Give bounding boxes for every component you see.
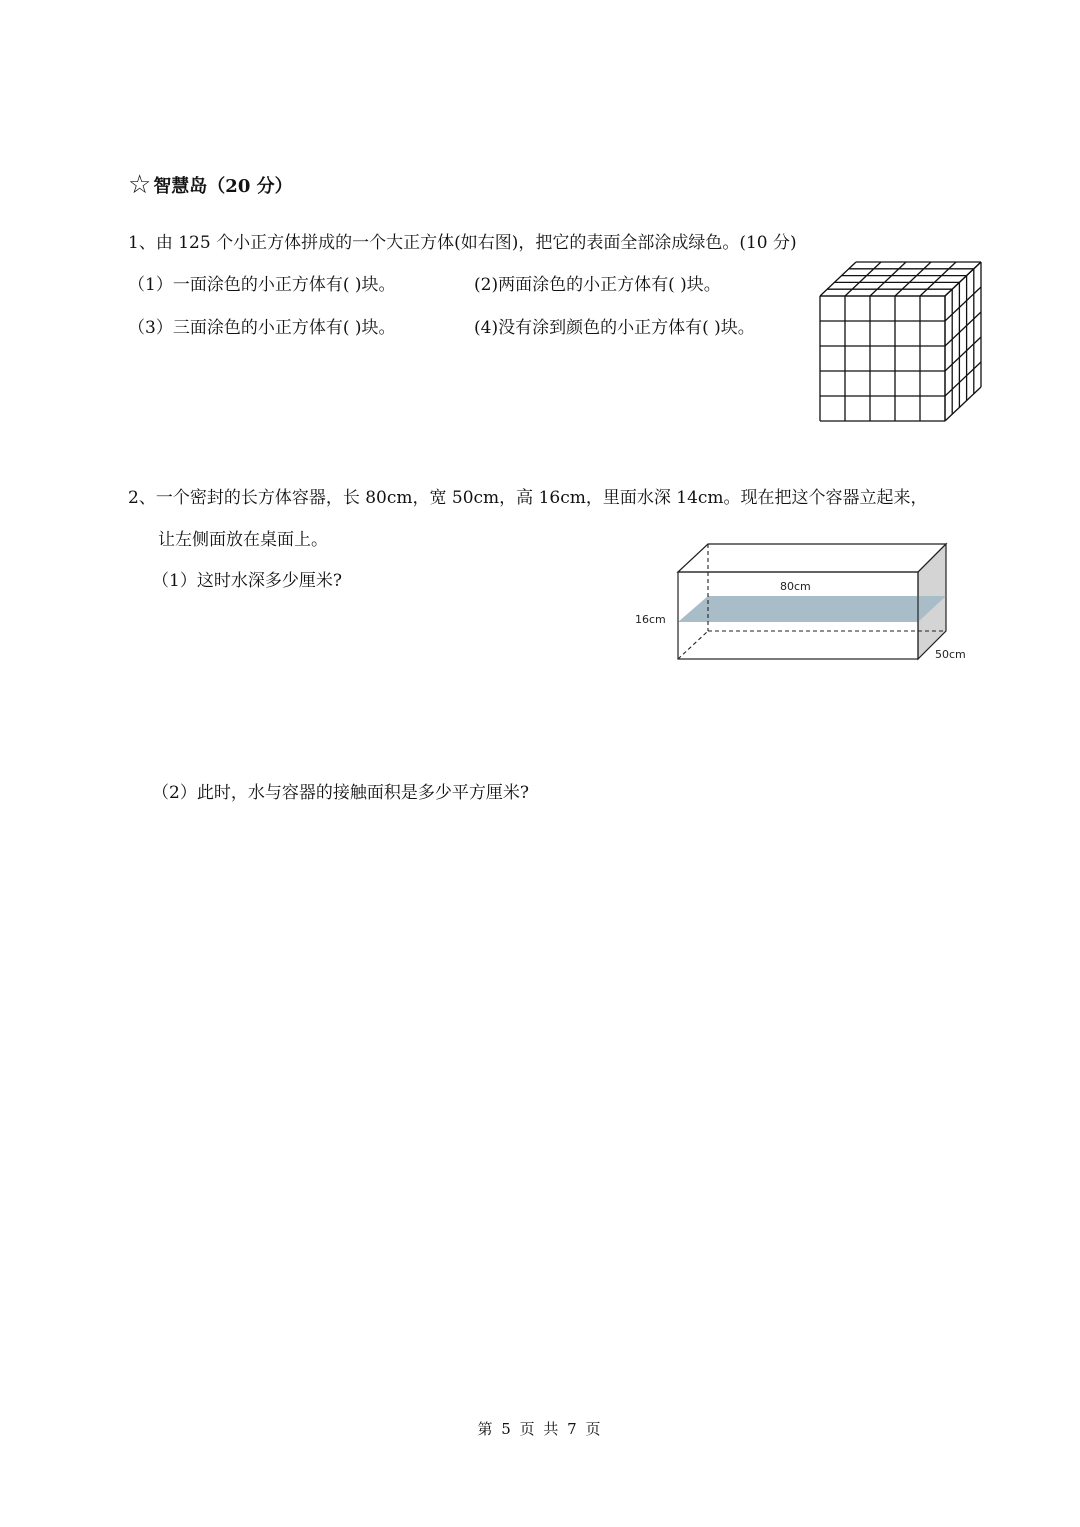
- question-1-part-2: (2)两面涂色的小正方体有( )块。: [474, 275, 721, 295]
- label-height: 16cm: [635, 613, 666, 626]
- question-1-part-1: （1）一面涂色的小正方体有( )块。: [128, 275, 396, 295]
- label-width: 50cm: [935, 648, 966, 661]
- question-1-part-3: （3）三面涂色的小正方体有( )块。: [128, 318, 396, 338]
- star-icon: ☆: [128, 170, 152, 200]
- box-top-face: [678, 544, 946, 572]
- label-length: 80cm: [780, 580, 811, 593]
- container-figure: [628, 536, 978, 666]
- hidden-edge-left-bottom: [678, 631, 708, 659]
- section-title: 智慧岛（20 分）: [153, 176, 293, 197]
- page-footer: 第 5 页 共 7 页: [477, 1420, 603, 1438]
- cube-right-line: [945, 387, 981, 421]
- cube-right-line: [945, 362, 981, 396]
- question-2-stem-line-2: 让左侧面放在桌面上。: [158, 530, 328, 550]
- question-1-stem: 1、由 125 个小正方体拼成的一个大正方体(如右图)，把它的表面全部涂成绿色。(10 分): [128, 233, 797, 253]
- cube-right-line: [945, 287, 981, 321]
- cube-figure: [812, 252, 992, 424]
- cube-right-line: [945, 337, 981, 371]
- section-heading: [128, 172, 293, 198]
- question-1-part-4: (4)没有涂到颜色的小正方体有( )块。: [474, 318, 755, 338]
- cube-right-line: [945, 312, 981, 346]
- question-2-stem-line-1: 2、一个密封的长方体容器，长 80cm，宽 50cm，高 16cm，里面水深 14cm。现在把这个容器立起来，: [128, 488, 928, 508]
- water-surface: [678, 596, 946, 622]
- question-2-part-1: （1）这时水深多少厘米?: [152, 571, 342, 591]
- question-2-part-2: （2）此时，水与容器的接触面积是多少平方厘米?: [152, 783, 529, 803]
